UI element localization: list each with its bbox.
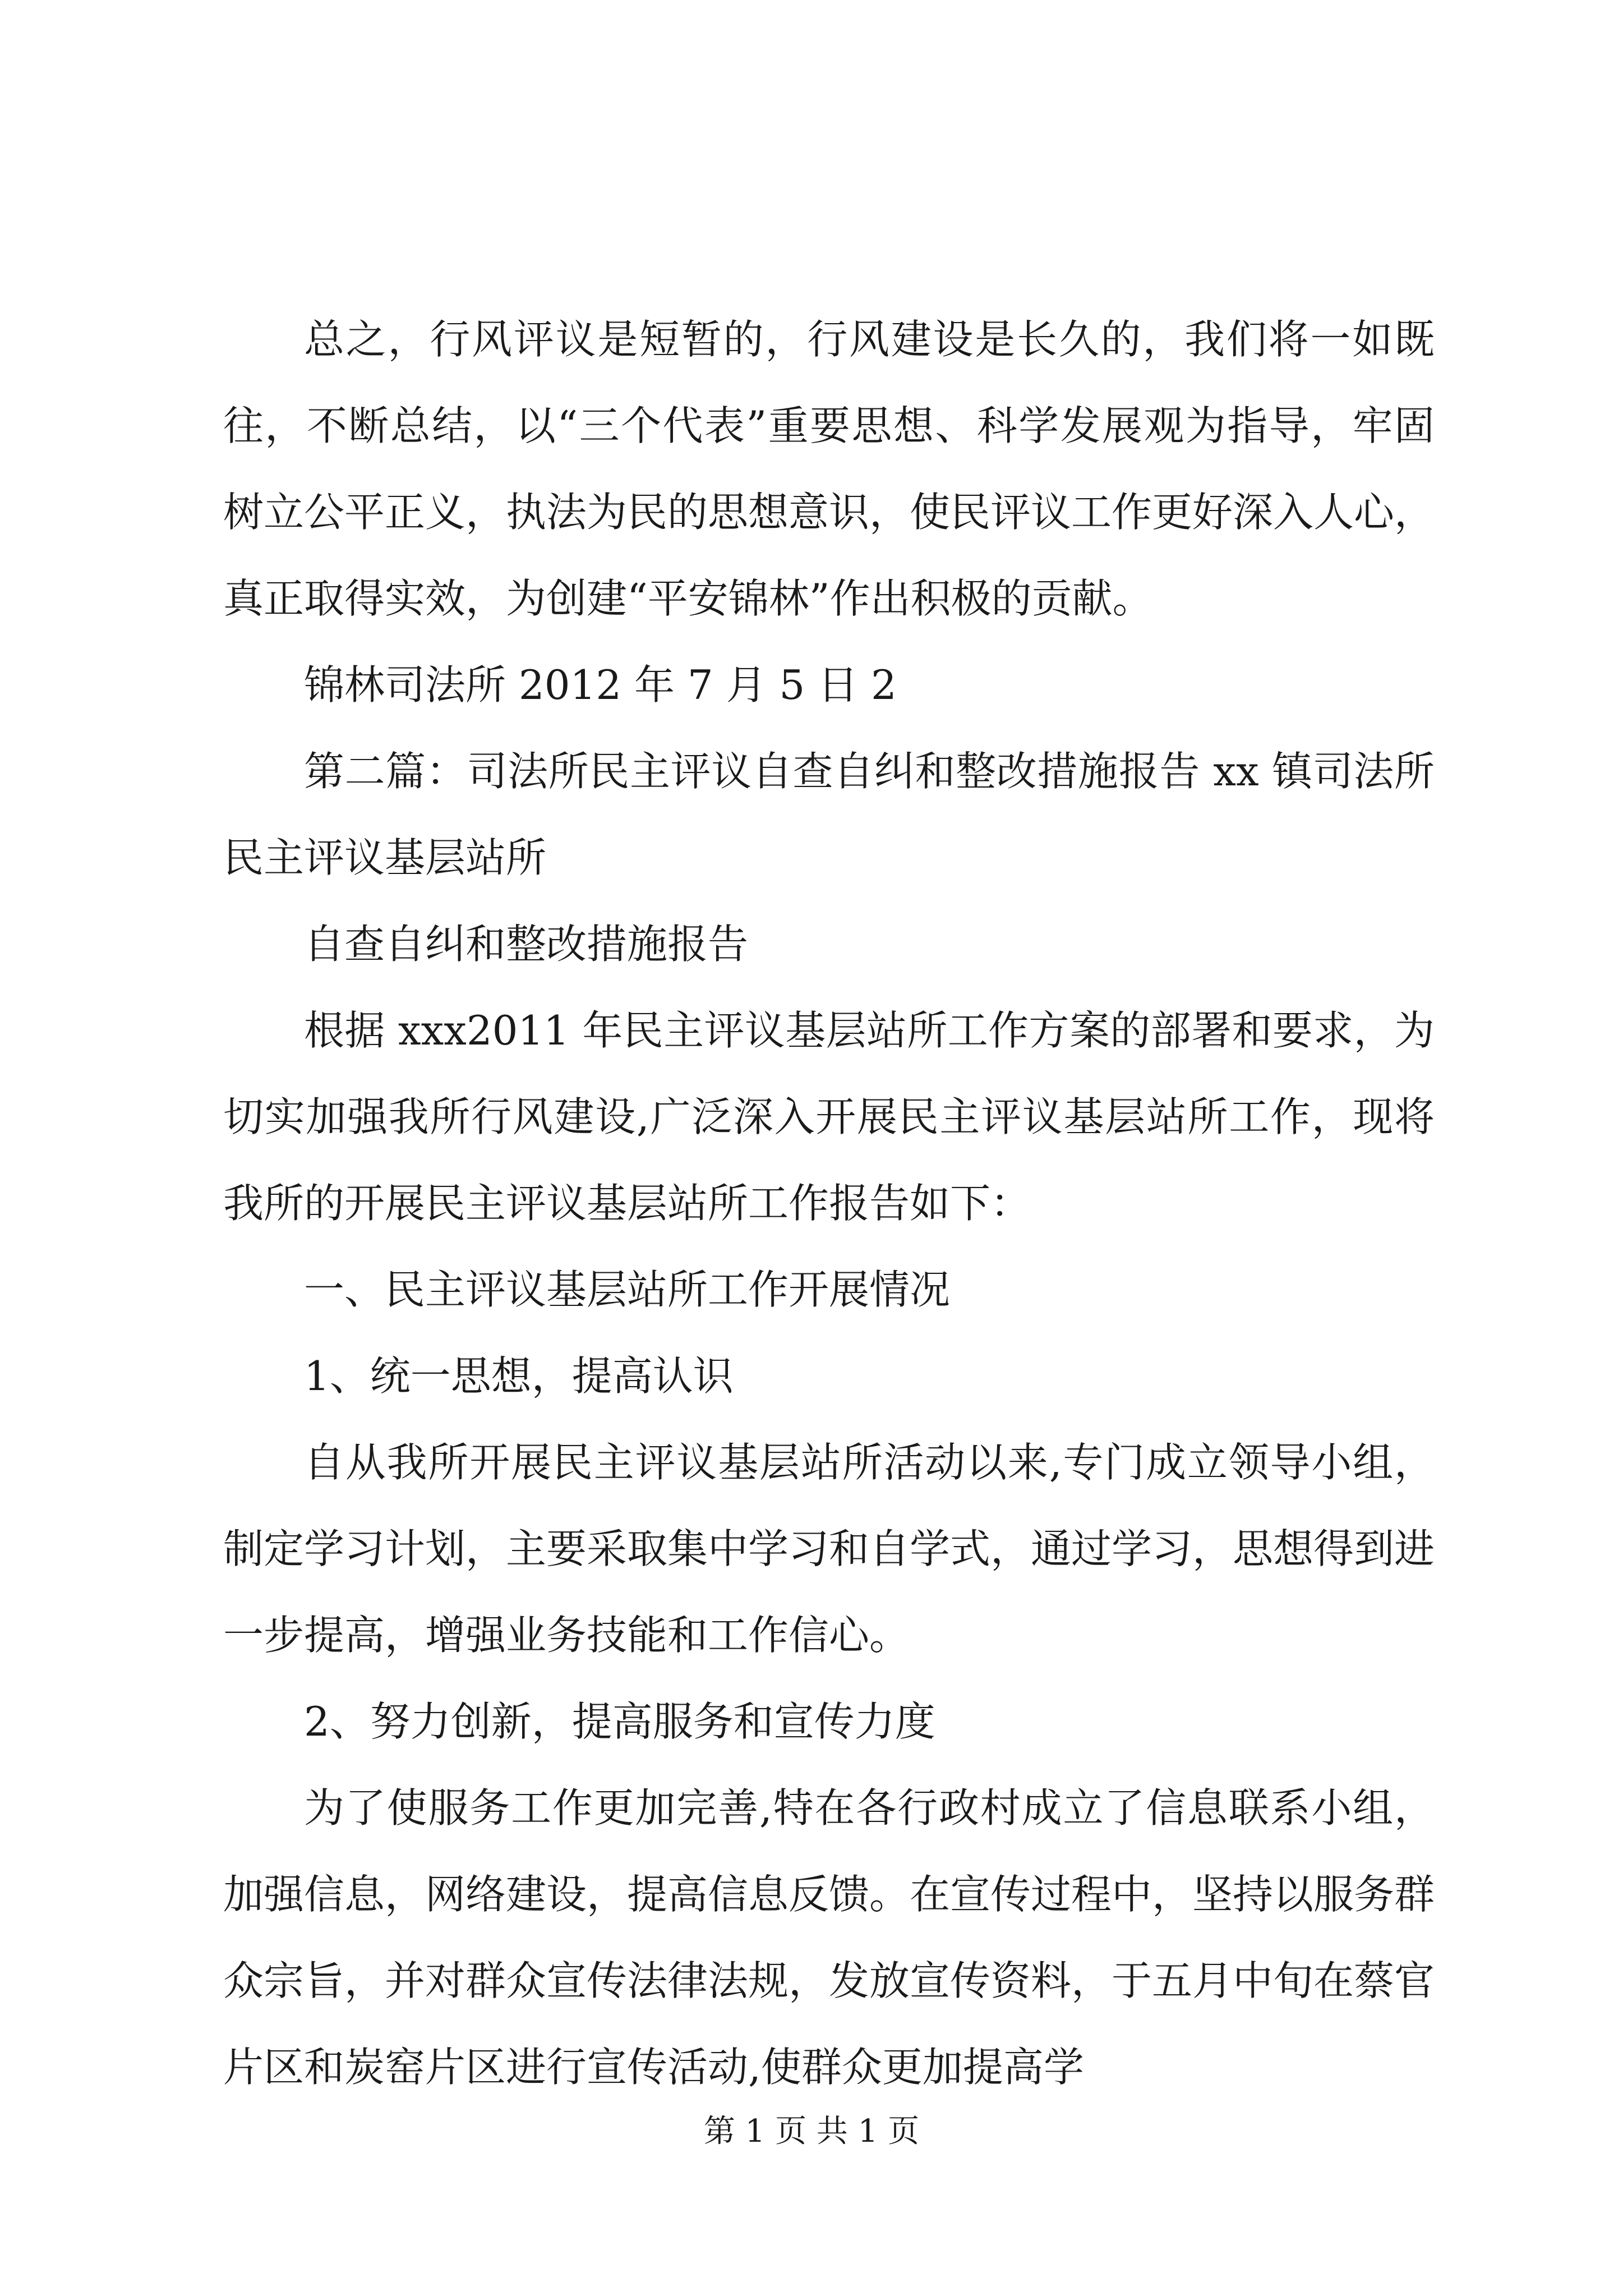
- subsection-heading-1: 1、统一思想，提高认识: [304, 1352, 734, 1400]
- paragraph-conclusion: 总之，行风评议是短暂的，行风建设是长久的，我们将一如既往，不断总结，以“三个代表”重要思想、科学发展观为指导，牢固树立公平正义，执法为民的思想意识，使民评议工作更好深入人心，真正取得实效，为创建“平安锦林”作出积极的贡献。: [223, 316, 1435, 622]
- paragraph-second-article-title: 第二篇：司法所民主评议自查自纠和整改措施报告 xx 镇司法所民主评议基层站所: [223, 748, 1435, 881]
- page-footer: 第 1 页 共 1 页: [703, 2113, 920, 2150]
- document-body: [223, 296, 1435, 2110]
- paragraph-introduction: 根据 xxx2011 年民主评议基层站所工作方案的部署和要求，为切实加强我所行风建设,广泛深入开展民主评议基层站所工作，现将我所的开展民主评议基层站所工作报告如下：: [223, 1007, 1435, 1227]
- paragraph-study-plan: 自从我所开展民主评议基层站所活动以来,专门成立领导小组，制定学习计划，主要采取集中学习和自学式，通过学习，思想得到进一步提高，增强业务技能和工作信心。: [223, 1439, 1435, 1659]
- subsection-heading-2: 2、努力创新，提高服务和宣传力度: [304, 1698, 935, 1745]
- section-heading-1: 一、民主评议基层站所工作开展情况: [304, 1266, 951, 1313]
- paragraph-report-subtitle: 自查自纠和整改措施报告: [304, 921, 749, 968]
- paragraph-service-publicity: 为了使服务工作更加完善,特在各行政村成立了信息联系小组，加强信息，网络建设，提高信息反馈。在宣传过程中，坚持以服务群众宗旨，并对群众宣传法律法规，发放宣传资料，于五月中旬在蔡官片区和炭窑片区进行宣传活动,使群众更加提高学: [223, 1784, 1435, 2091]
- paragraph-signature-date: 锦林司法所 2012 年 7 月 5 日 2: [304, 661, 897, 708]
